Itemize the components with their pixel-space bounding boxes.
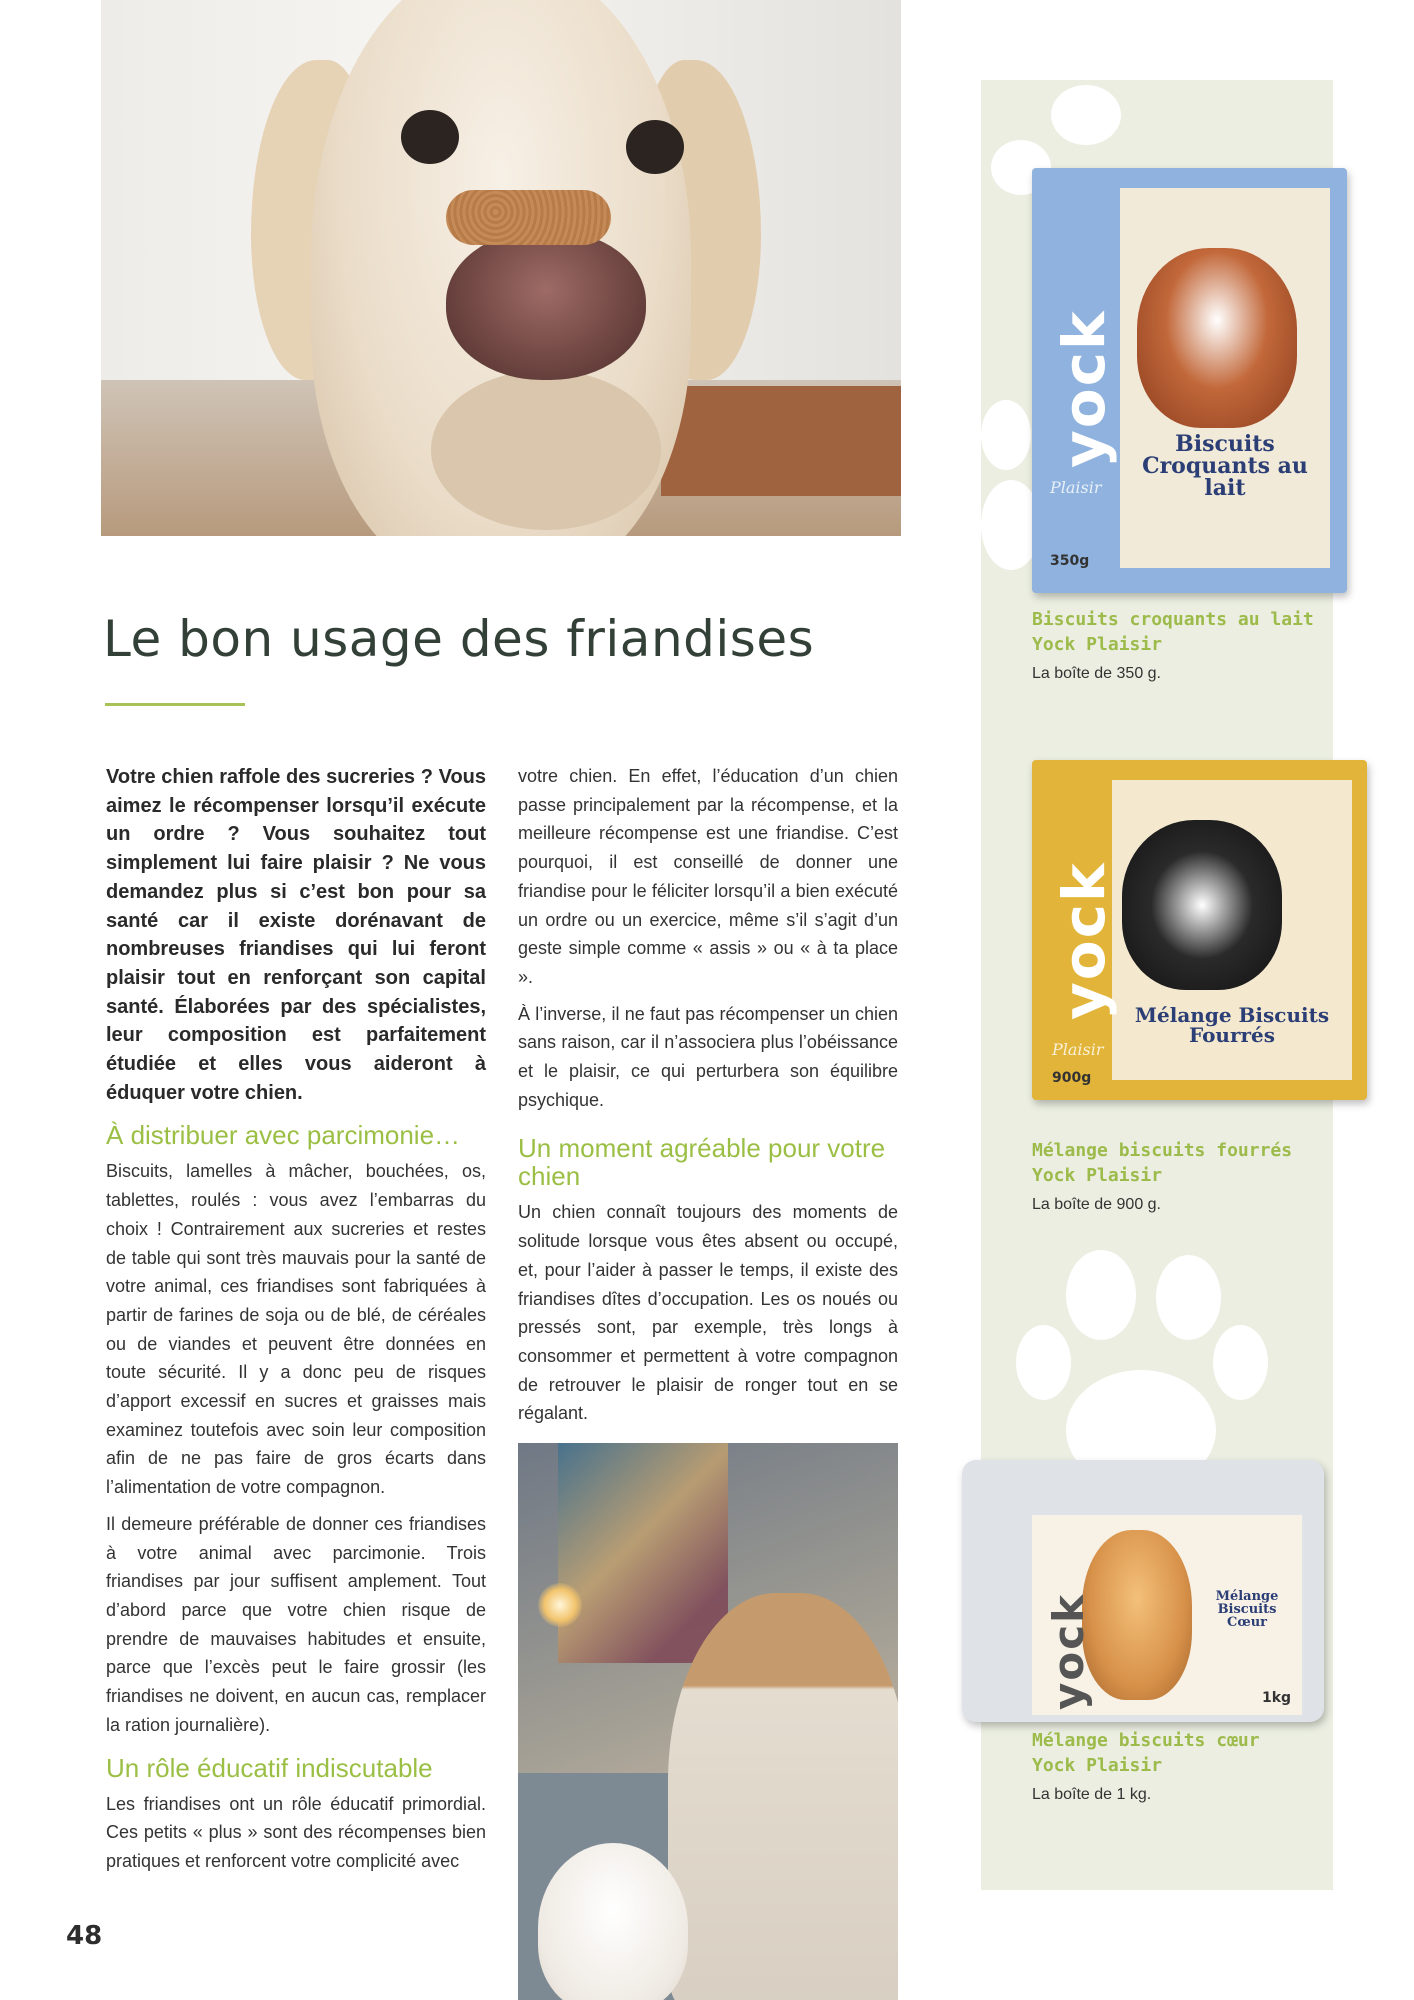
product-size: La boîte de 1 kg. (1032, 1786, 1152, 1803)
section-heading: Un moment agréable pour votre chien (518, 1133, 886, 1192)
dog-eye-left (401, 110, 459, 164)
section-heading: Un rôle éducatif indiscutable (106, 1752, 433, 1783)
paragraph: votre chien. En effet, l’éducation d’un chien passe principalement par la récompense, et la meilleure récompense est une friandise. C’est pourquoi, il est conseillé de donner une friandise pour le féliciter lorsqu’il a bien exécuté un ordre ou un exercice, même s’il s’agit d’un geste simple comme « assis » ou « à ta place ». (518, 766, 898, 987)
paragraph: Biscuits, lamelles à mâcher, bouchées, os, tablettes, roulés : vous avez l’embarras du choix ! Contrairement aux sucreries et restes de table qui sont très mauvais pour la santé de votre animal, ces friandises sont fabriquées à partir de farines de soja ou de blé, de céréales ou de viandes et peuvent être données en toute sécurité. Il y a donc peu de risques d’apport excessif en sucres et graisses mais examinez toutefois avec soin leur composition afin de ne pas faire de gros écarts dans l’alimentation de votre compagnon. (106, 1161, 486, 1498)
brand-logo: yock (1044, 1592, 1093, 1710)
box-weight: 350g (1050, 553, 1090, 569)
paragraph: Un chien connaît toujours des moments de solitude lorsque vous êtes absent ou occupé, et, pour l’aider à passer le temps, il existe des friandises dîtes d’occupation. Les os noués ou pressés sont, par exemple, très longs à consommer et permettent à votre compagnon de retrouver le plaisir de ronger tout en se régalant. (518, 1202, 898, 1424)
box-title: Biscuits Croquants au lait (1142, 431, 1308, 501)
article-column-1 (106, 763, 486, 1884)
photo-woman (668, 1593, 898, 2000)
product-size: La boîte de 350 g. (1032, 665, 1161, 682)
photo-white-dog (538, 1843, 688, 2000)
product-name-line2: Yock Plaisir (1032, 1165, 1163, 1186)
product-name (1032, 607, 1314, 657)
box-weight: 900g (1052, 1070, 1092, 1086)
paragraph: Il demeure préférable de donner ces friandises à votre animal avec parcimonie. Trois friandises par jour suffisent amplement. Tout d’abord parce que votre chien risque de prendre de mauvaises habitudes et ensuite, parce que l’excès peut le faire grossir (les friandises ne doivent, en aucun cas, remplacer la ration journalière). (106, 1513, 486, 1735)
product-tub-coeur (962, 1460, 1324, 1722)
product-name-line2: Yock Plaisir (1032, 634, 1163, 655)
product-name-line1: Mélange biscuits cœur (1032, 1730, 1260, 1751)
photo-furniture (661, 386, 901, 496)
hero-dog-photo (101, 0, 901, 536)
brand-sub: Plaisir (1052, 1040, 1104, 1059)
dog-photo (1082, 1530, 1192, 1700)
brand-sub: Plaisir (1050, 478, 1102, 497)
box-title: Mélange Biscuits Fourrés (1134, 1003, 1330, 1047)
dog-photo (1122, 820, 1282, 990)
bone-biscuit (446, 190, 611, 245)
section-heading: À distribuer avec parcimonie… (106, 1120, 461, 1151)
page-title: Le bon usage des friandises (103, 610, 815, 668)
article-column-2 (518, 762, 898, 1436)
product-name (1032, 1138, 1292, 1188)
photo-painting (558, 1443, 728, 1663)
brand-logo: yock (1050, 861, 1118, 1020)
dog-eye-right (626, 120, 684, 174)
paragraph: Les friandises ont un rôle éducatif primordial. Ces petits « plus » sont des récompenses bien pratiques et renforcent votre complicité avec (106, 1793, 486, 1871)
box-weight: 1kg (1262, 1690, 1292, 1706)
product-box-fourres (1032, 760, 1367, 1100)
product-name-line1: Biscuits croquants au lait (1032, 609, 1314, 630)
dog-nose (446, 230, 646, 380)
product-size: La boîte de 900 g. (1032, 1196, 1161, 1213)
dog-photo (1137, 248, 1297, 428)
box-title: Mélange Biscuits Cœur (1215, 1589, 1279, 1630)
product-name-line1: Mélange biscuits fourrés (1032, 1140, 1293, 1161)
product-name (1032, 1728, 1260, 1778)
paragraph: À l’inverse, il ne faut pas récompenser un chien sans raison, car il n’associera plus l’obéissance et le plaisir, ce qui perturbera son équilibre psychique. (518, 1003, 898, 1110)
title-underline (105, 703, 245, 706)
woman-with-dog-photo (518, 1443, 898, 2000)
article-lead: Votre chien raffole des sucreries ? Vous aimez le récompenser lorsqu’il exécute un ordre ? Vous souhaitez tout simplement lui faire plaisir ? Ne vous demandez plus si c’est bon pour sa santé car il existe dorénavant de nombreuses friandises qui lui feront plaisir tout en renforçant son capital santé. Élaborées par des spécialistes, leur composition est parfaitement étudiée et elles vous aideront à éduquer votre chien. (106, 766, 486, 1104)
product-box-croquants (1032, 168, 1347, 593)
page-number: 48 (66, 1921, 103, 1951)
dog-muzzle (431, 370, 661, 530)
photo-lamp (538, 1583, 582, 1627)
product-name-line2: Yock Plaisir (1032, 1755, 1163, 1776)
brand-logo: yock (1050, 309, 1118, 468)
